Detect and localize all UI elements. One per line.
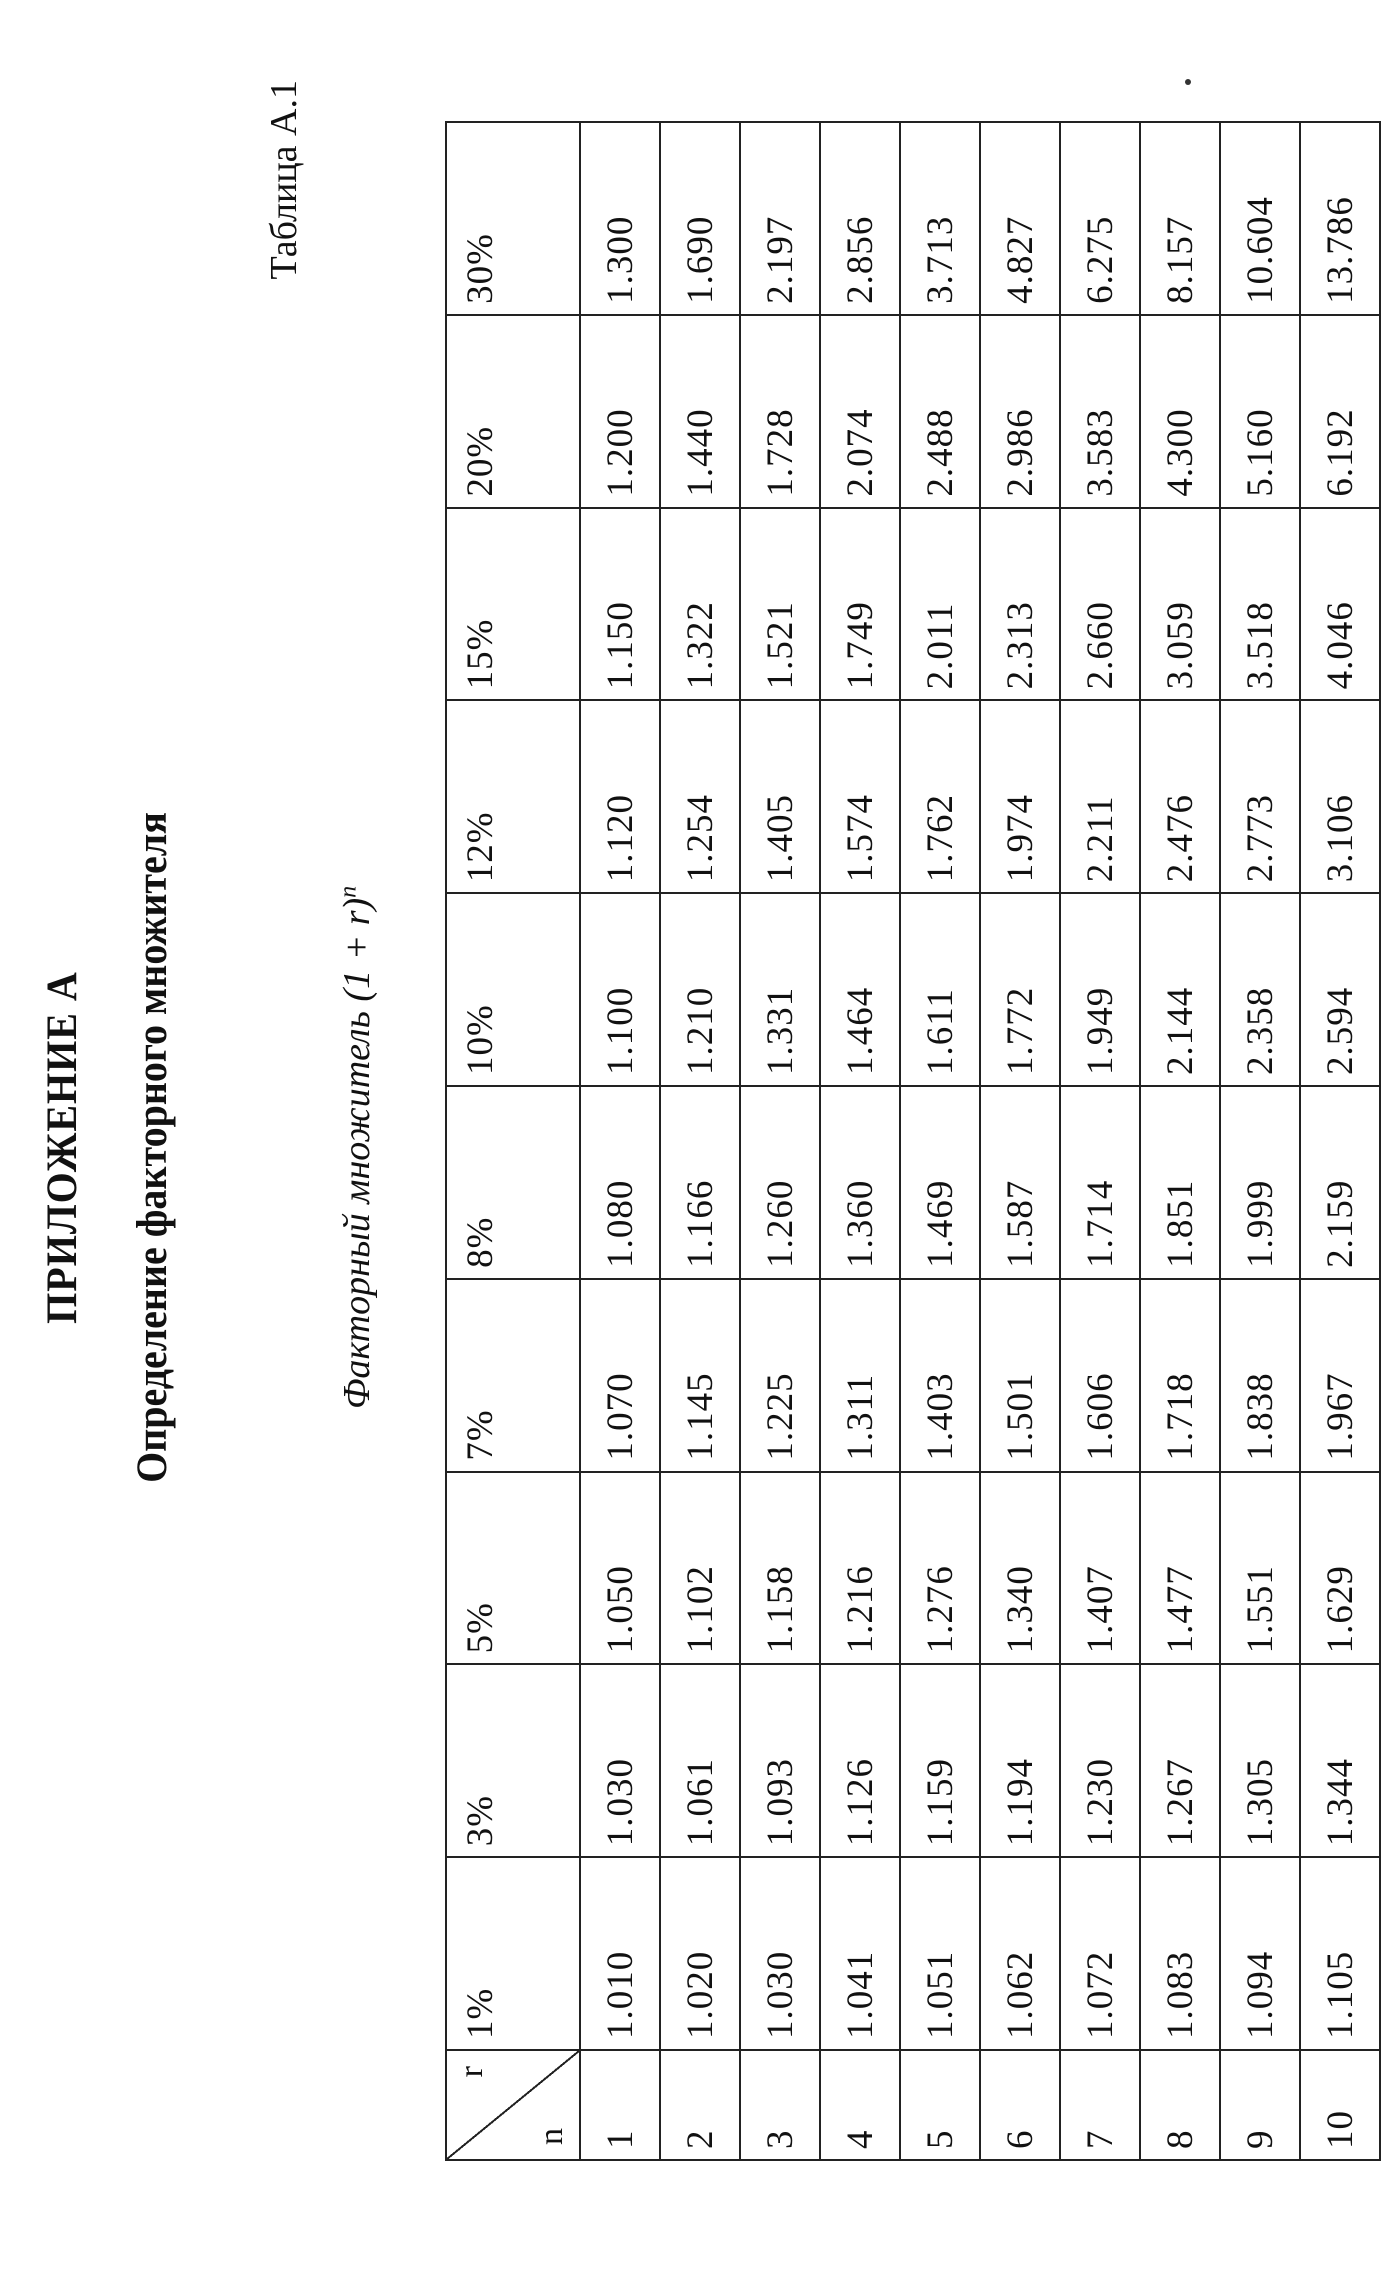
- factor-value: 1.611: [900, 893, 980, 1086]
- table-body: [580, 122, 1380, 2160]
- factor-value: 1.300: [580, 122, 660, 315]
- factor-value: 1.126: [820, 1664, 900, 1857]
- factor-value: 5.160: [1220, 315, 1300, 508]
- table-row: [1060, 122, 1140, 2160]
- header-rate: 12%: [446, 700, 580, 893]
- table-row: [740, 122, 820, 2160]
- factor-value: 4.300: [1140, 315, 1220, 508]
- factor-value: 1.469: [900, 1086, 980, 1279]
- factor-value: 1.440: [660, 315, 740, 508]
- factor-value: 1.762: [900, 700, 980, 893]
- factor-value: 1.949: [1060, 893, 1140, 1086]
- header-rate: 8%: [446, 1086, 580, 1279]
- header-rate: 15%: [446, 508, 580, 701]
- factor-value: 2.488: [900, 315, 980, 508]
- table-row: [820, 122, 900, 2160]
- factor-value: 1.851: [1140, 1086, 1220, 1279]
- factor-value: 2.773: [1220, 700, 1300, 893]
- factor-value: 1.051: [900, 1857, 980, 2050]
- factor-value: 2.197: [740, 122, 820, 315]
- factor-value: 1.311: [820, 1279, 900, 1472]
- factor-value: 1.999: [1220, 1086, 1300, 1279]
- factor-value: 1.230: [1060, 1664, 1140, 1857]
- corner-cell: [446, 2050, 580, 2160]
- factor-value: 1.072: [1060, 1857, 1140, 2050]
- factor-value: 1.194: [980, 1664, 1060, 1857]
- factor-value: 1.030: [740, 1857, 820, 2050]
- factor-value: 1.574: [820, 700, 900, 893]
- table-row: [1300, 122, 1380, 2160]
- factor-value: 2.594: [1300, 893, 1380, 1086]
- factor-value: 1.967: [1300, 1279, 1380, 1472]
- table-row: [980, 122, 1060, 2160]
- factor-value: 3.583: [1060, 315, 1140, 508]
- row-period: 4: [820, 2050, 900, 2160]
- table-row: [580, 122, 660, 2160]
- factor-value: 1.838: [1220, 1279, 1300, 1472]
- factor-value: 2.660: [1060, 508, 1140, 701]
- factor-value: 1.340: [980, 1472, 1060, 1665]
- factor-value: 6.192: [1300, 315, 1380, 508]
- appendix-title: ПРИЛОЖЕНИЕ А: [37, 971, 86, 1324]
- factor-value: 1.606: [1060, 1279, 1140, 1472]
- factor-value: 1.225: [740, 1279, 820, 1472]
- factor-value: 1.464: [820, 893, 900, 1086]
- factor-value: 1.254: [660, 700, 740, 893]
- row-period: 10: [1300, 2050, 1380, 2160]
- table-number: Таблица А.1: [263, 80, 305, 280]
- factor-value: 1.020: [660, 1857, 740, 2050]
- header-row: [446, 122, 580, 2160]
- table-row: [1140, 122, 1220, 2160]
- factor-value: 1.267: [1140, 1664, 1220, 1857]
- row-period: 6: [980, 2050, 1060, 2160]
- factor-value: 2.476: [1140, 700, 1220, 893]
- factor-value: 1.728: [740, 315, 820, 508]
- factor-value: 2.358: [1220, 893, 1300, 1086]
- factor-value: 1.629: [1300, 1472, 1380, 1665]
- factor-value: 1.501: [980, 1279, 1060, 1472]
- header-rate: 3%: [446, 1664, 580, 1857]
- header-rate: 20%: [446, 315, 580, 508]
- factor-value: 1.331: [740, 893, 820, 1086]
- row-period: 3: [740, 2050, 820, 2160]
- corner-n-label: n: [533, 2127, 570, 2145]
- factor-value: 1.093: [740, 1664, 820, 1857]
- factor-value: 1.216: [820, 1472, 900, 1665]
- factor-value: 1.305: [1220, 1664, 1300, 1857]
- factor-value: 2.144: [1140, 893, 1220, 1086]
- factor-value: 1.041: [820, 1857, 900, 2050]
- factor-value: 1.714: [1060, 1086, 1140, 1279]
- factor-value: 6.275: [1060, 122, 1140, 315]
- row-period: 7: [1060, 2050, 1140, 2160]
- factor-value: 1.477: [1140, 1472, 1220, 1665]
- table-row: [660, 122, 740, 2160]
- factor-value: 1.083: [1140, 1857, 1220, 2050]
- factor-value: 1.551: [1220, 1472, 1300, 1665]
- factor-value: 1.772: [980, 893, 1060, 1086]
- factor-value: 1.094: [1220, 1857, 1300, 2050]
- factor-value: 1.070: [580, 1279, 660, 1472]
- header-rate: 10%: [446, 893, 580, 1086]
- table-caption: [335, 0, 379, 2295]
- factor-value: 1.360: [820, 1086, 900, 1279]
- factor-value: 1.158: [740, 1472, 820, 1665]
- header-rate: 1%: [446, 1857, 580, 2050]
- row-period: 2: [660, 2050, 740, 2160]
- factor-value: 1.974: [980, 700, 1060, 893]
- factor-value: 1.587: [980, 1086, 1060, 1279]
- factor-value: 1.403: [900, 1279, 980, 1472]
- factor-value: 13.786: [1300, 122, 1380, 315]
- factor-value: 1.150: [580, 508, 660, 701]
- factor-value: 2.856: [820, 122, 900, 315]
- factor-value: 1.260: [740, 1086, 820, 1279]
- factor-value: 1.050: [580, 1472, 660, 1665]
- factor-value: 1.010: [580, 1857, 660, 2050]
- row-period: 5: [900, 2050, 980, 2160]
- factor-value: 3.518: [1220, 508, 1300, 701]
- factor-value: 3.106: [1300, 700, 1380, 893]
- table-row: [900, 122, 980, 2160]
- factor-value: 1.200: [580, 315, 660, 508]
- header-rate: 7%: [446, 1279, 580, 1472]
- row-period: 8: [1140, 2050, 1220, 2160]
- table-row: [1220, 122, 1300, 2160]
- factor-value: 2.211: [1060, 700, 1140, 893]
- factor-value: 4.827: [980, 122, 1060, 315]
- caption-text: Факторный множитель (1 + r): [336, 897, 378, 1410]
- factor-value: 1.344: [1300, 1664, 1380, 1857]
- factor-value: 1.166: [660, 1086, 740, 1279]
- factor-value: 1.120: [580, 700, 660, 893]
- factor-value: 1.407: [1060, 1472, 1140, 1665]
- factor-table: [445, 121, 1381, 2161]
- factor-value: 1.159: [900, 1664, 980, 1857]
- section-subtitle: Определение факторного множителя: [127, 812, 176, 1483]
- factor-value: 1.749: [820, 508, 900, 701]
- factor-value: 1.061: [660, 1664, 740, 1857]
- factor-value: 1.062: [980, 1857, 1060, 2050]
- scan-speck: [1185, 79, 1191, 85]
- factor-value: 10.604: [1220, 122, 1300, 315]
- factor-value: 1.322: [660, 508, 740, 701]
- caption-exponent: n: [335, 885, 362, 898]
- factor-value: 1.210: [660, 893, 740, 1086]
- factor-value: 3.713: [900, 122, 980, 315]
- factor-value: 2.313: [980, 508, 1060, 701]
- factor-value: 3.059: [1140, 508, 1220, 701]
- factor-value: 1.105: [1300, 1857, 1380, 2050]
- factor-value: 2.159: [1300, 1086, 1380, 1279]
- factor-value: 1.145: [660, 1279, 740, 1472]
- factor-value: 1.100: [580, 893, 660, 1086]
- factor-value: 1.690: [660, 122, 740, 315]
- corner-r-label: r: [453, 2065, 490, 2078]
- row-period: 1: [580, 2050, 660, 2160]
- factor-value: 8.157: [1140, 122, 1220, 315]
- factor-value: 1.102: [660, 1472, 740, 1665]
- row-period: 9: [1220, 2050, 1300, 2160]
- header-rate: 5%: [446, 1472, 580, 1665]
- header-rate: 30%: [446, 122, 580, 315]
- factor-value: 4.046: [1300, 508, 1380, 701]
- factor-value: 1.718: [1140, 1279, 1220, 1472]
- factor-value: 1.030: [580, 1664, 660, 1857]
- factor-value: 2.074: [820, 315, 900, 508]
- factor-value: 1.080: [580, 1086, 660, 1279]
- factor-value: 1.405: [740, 700, 820, 893]
- factor-value: 1.276: [900, 1472, 980, 1665]
- factor-value: 2.986: [980, 315, 1060, 508]
- factor-value: 2.011: [900, 508, 980, 701]
- factor-value: 1.521: [740, 508, 820, 701]
